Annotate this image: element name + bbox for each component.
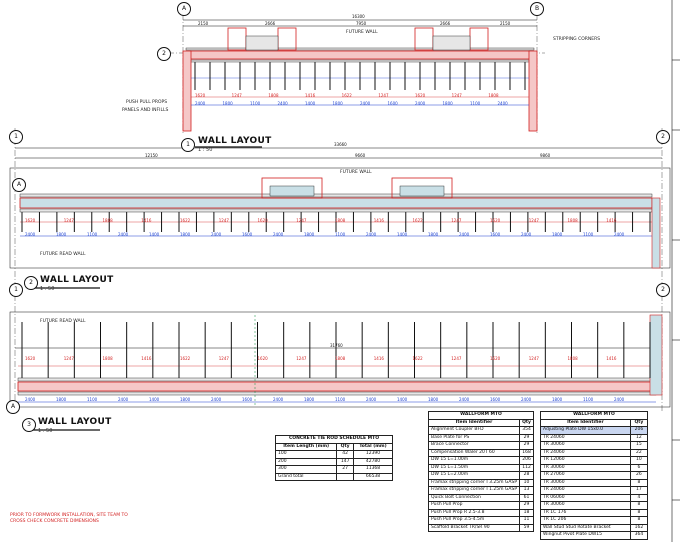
table-cell: Alignment Coupler BFD: [429, 427, 520, 435]
panel-height-label: 1620: [415, 93, 426, 98]
panel-width-label: 1100: [583, 397, 594, 402]
table-cell: Base Plate for PS: [429, 434, 520, 442]
table-cell: 15: [630, 442, 647, 450]
panel-height-label: 1247: [451, 218, 462, 223]
panel-width-label: 1100: [583, 232, 594, 237]
table-cell: 12: [630, 434, 647, 442]
panel-width-label: 2400: [366, 232, 377, 237]
panel-width-label: 1600: [242, 397, 253, 402]
table-cell: 206: [520, 457, 534, 465]
grid-bubble-2-top: 2: [157, 47, 171, 61]
panel-height-label: 1416: [141, 356, 152, 361]
table-cell: TR 24060: [541, 449, 631, 457]
table-cell: 12390: [354, 451, 393, 459]
table-row: [429, 434, 534, 442]
table-cell: 66538: [354, 473, 393, 481]
panel-width-label: 2400: [415, 101, 426, 106]
table-cell: 100: [276, 451, 337, 459]
dim-top-a: 2150: [198, 21, 209, 26]
wallform-mto-table-a: [428, 411, 534, 532]
dim-mid-a: 12150: [145, 153, 158, 158]
panel-height-label: 1247: [218, 356, 229, 361]
panel-width-label: 1800: [180, 232, 191, 237]
panel-height-label: 1622: [412, 356, 423, 361]
panel-height-label: 1247: [63, 356, 74, 361]
dim-mid-b: 9660: [355, 153, 366, 158]
panel-height-label: 1247: [296, 218, 307, 223]
table-cell: Wall Stud Stud Rotate Bracket: [541, 524, 631, 532]
table-cell: 8: [630, 479, 647, 487]
table-cell: TR 12060: [541, 457, 631, 465]
panel-height-label: 1247: [451, 356, 462, 361]
dim-mid-overall: 33660: [334, 142, 347, 147]
table-row: [541, 434, 648, 442]
concrete-tie-rod-table: [275, 435, 393, 481]
annotation-future-wall-top: FUTURE WALL: [346, 30, 378, 35]
table-cell: Adjusting Plate DW 15x0.0: [541, 427, 631, 435]
wallform-mto-table-b: [540, 411, 648, 540]
wallform-a-header-qty: Qty: [520, 419, 534, 427]
panel-width-label: 2400: [195, 101, 206, 106]
panel-width-label: 1800: [56, 232, 67, 237]
table-row: [541, 457, 648, 465]
table-cell: 59: [520, 524, 534, 532]
table-cell: 29: [520, 442, 534, 450]
dim-top-c: 7950: [356, 21, 367, 26]
table-cell: Compensation Waler 20T 60: [429, 449, 520, 457]
panel-width-label: 1400: [149, 397, 160, 402]
table-cell: 28: [520, 472, 534, 480]
panel-height-label: 1620: [257, 356, 268, 361]
dim-top-b: 2666: [265, 21, 276, 26]
panel-width-label: 2400: [25, 232, 36, 237]
panel-width-label: 1100: [335, 232, 346, 237]
table-cell: TR 06060: [541, 494, 631, 502]
wall-layout-3-plan: [10, 295, 670, 412]
table-row: [541, 487, 648, 495]
table-cell: TR 1C 206: [541, 517, 631, 525]
panel-width-label: 2400: [118, 232, 129, 237]
table-cell: 6: [630, 464, 647, 472]
panel-width-label: 2400: [273, 397, 284, 402]
table-cell: Push Pull Prop R 2.5-3.8: [429, 509, 520, 517]
table-cell: 22: [630, 449, 647, 457]
wall-layout-2-plan: [10, 128, 670, 290]
panel-width-label: 2400: [614, 232, 625, 237]
table-cell: 8: [630, 502, 647, 510]
wallform-a-header-item: Item Identifier: [429, 419, 520, 427]
wallform-a-title: WALLFORM MTO: [429, 412, 534, 420]
table-row: [541, 494, 648, 502]
grid-bubble-a-left: A: [12, 178, 26, 192]
dim-bottom-overall: 31760: [330, 343, 343, 348]
table-row: [541, 524, 648, 532]
table-row: [429, 487, 534, 495]
panel-width-label: 2400: [277, 101, 288, 106]
table-cell: 8: [630, 509, 647, 517]
panel-height-label: 1620: [25, 218, 36, 223]
grid-bubble-b: B: [530, 2, 544, 16]
panel-width-label: 1400: [149, 232, 160, 237]
table-row: [429, 502, 534, 510]
panel-width-label: 1100: [250, 101, 261, 106]
panel-width-label: 1400: [305, 101, 316, 106]
table-cell: Framax stripping corner I 3.25m GASP: [429, 479, 520, 487]
panel-height-label: 1247: [231, 93, 242, 98]
panel-width-label: 1100: [335, 397, 346, 402]
layout-number-2: 2: [24, 276, 38, 290]
panel-height-label: 1808: [335, 356, 346, 361]
panel-height-label: 1247: [296, 356, 307, 361]
table-cell: 17: [630, 487, 647, 495]
annotation-panels-infills: PANELS AND INFILLS: [122, 108, 169, 113]
panel-width-label: 1800: [552, 232, 563, 237]
table-row: [541, 442, 648, 450]
layout-title-2: WALL LAYOUT: [40, 275, 114, 285]
wallform-b-header-qty: Qty: [630, 419, 647, 427]
grid-bubble-1-left: 1: [9, 130, 23, 144]
table-row: [429, 457, 534, 465]
table-row: [541, 472, 648, 480]
table-row: [276, 466, 393, 474]
panel-width-label: 1800: [428, 232, 439, 237]
panel-width-label: 1600: [490, 397, 501, 402]
table-cell: 206: [630, 427, 647, 435]
table-cell: DW 15 L=1.00m: [429, 457, 520, 465]
table-cell: 8: [630, 517, 647, 525]
panel-width-label: 2400: [497, 101, 508, 106]
table-row: [541, 464, 648, 472]
table-cell: Grand total: [276, 473, 337, 481]
table-cell: Push Pull Prop 3.5-4.5m: [429, 517, 520, 525]
table-cell: 200: [276, 458, 337, 466]
panel-width-label: 1600: [387, 101, 398, 106]
table-cell: TR 1C 176: [541, 509, 631, 517]
wallform-b-title: WALLFORM MTO: [541, 412, 648, 420]
table-row: [276, 473, 393, 481]
table-cell: 11: [520, 517, 534, 525]
table-cell: 61: [520, 494, 534, 502]
panel-width-label: 2400: [25, 397, 36, 402]
concrete-header-total: Total (mm): [354, 443, 393, 451]
table-cell: TR 30060: [541, 442, 631, 450]
layout-number-3: 3: [22, 418, 36, 432]
panel-width-label: 1800: [428, 397, 439, 402]
concrete-header-item: Item Length (mm): [276, 443, 337, 451]
table-cell: 11368: [354, 466, 393, 474]
table-cell: Framax stripping corner I 1.25m GASP: [429, 487, 520, 495]
panel-width-label: 2400: [521, 232, 532, 237]
panel-width-label: 2400: [360, 101, 371, 106]
panel-width-label: 2400: [118, 397, 129, 402]
table-row: [429, 509, 534, 517]
table-row: [541, 517, 648, 525]
table-cell: 364: [630, 532, 647, 540]
table-cell: 4: [630, 494, 647, 502]
table-cell: TR 30060: [541, 479, 631, 487]
table-cell: Brace Connector: [429, 442, 520, 450]
table-cell: 42780: [354, 458, 393, 466]
panel-width-label: 2400: [459, 397, 470, 402]
table-row: [541, 532, 648, 540]
grid-bubble-2-bottom: 2: [656, 283, 670, 297]
panel-width-label: 2400: [366, 397, 377, 402]
annotation-future-wall-mid: FUTURE WALL: [340, 170, 372, 175]
panel-width-label: 1800: [552, 397, 563, 402]
dim-top-overall: 16300: [352, 14, 365, 19]
table-row: [276, 451, 393, 459]
panel-height-label: 1808: [567, 218, 578, 223]
table-cell: Wingnut Pivot Plate DW15: [541, 532, 631, 540]
table-cell: 354: [520, 427, 534, 435]
layout-scale-3: 1 : 50: [38, 428, 53, 434]
panel-height-label: 1247: [528, 356, 539, 361]
panel-width-label: 2400: [273, 232, 284, 237]
table-cell: TR 24060: [541, 487, 631, 495]
concrete-table-title: CONCRETE TIE ROD SCHEDULE MTO: [276, 436, 393, 444]
table-cell: 13: [520, 487, 534, 495]
table-cell: Push Pull Prop: [429, 502, 520, 510]
panel-height-label: 1808: [488, 93, 499, 98]
panel-width-label: 2400: [614, 397, 625, 402]
table-row: [429, 427, 534, 435]
layout-scale-2: 1 : 50: [40, 286, 55, 292]
table-cell: 27: [337, 466, 354, 474]
table-cell: 10: [630, 457, 647, 465]
table-cell: 147: [337, 458, 354, 466]
layout-title-3: WALL LAYOUT: [38, 417, 112, 427]
table-cell: 26: [630, 472, 647, 480]
table-cell: 18: [520, 509, 534, 517]
annotation-future-read-wall-bottom: FUTURE READ WALL: [40, 319, 86, 324]
installation-note: PRIOR TO FORMWORK INSTALLATION, SITE TEAM TO CROSS CHECK CONCRETE DIMENSIONS: [10, 513, 128, 524]
panel-height-label: 1416: [373, 218, 384, 223]
panel-height-label: 1620: [257, 218, 268, 223]
table-cell: TR 24060: [541, 434, 631, 442]
table-cell: 29: [520, 434, 534, 442]
table-cell: 42: [337, 451, 354, 459]
panel-height-label: 1247: [63, 218, 74, 223]
panel-height-label: 1416: [606, 356, 617, 361]
panel-width-label: 2400: [459, 232, 470, 237]
table-row: [429, 517, 534, 525]
table-row: [429, 442, 534, 450]
panel-width-label: 1100: [87, 232, 98, 237]
grid-bubble-1-bottom: 1: [9, 283, 23, 297]
panel-height-label: 1247: [378, 93, 389, 98]
panel-height-label: 1247: [218, 218, 229, 223]
table-cell: 29: [520, 502, 534, 510]
panel-height-label: 1808: [567, 356, 578, 361]
table-cell: DW 15 L=2.00m: [429, 472, 520, 480]
panel-width-label: 1800: [442, 101, 453, 106]
panel-width-label: 1800: [304, 397, 315, 402]
table-row: [541, 509, 648, 517]
panel-height-label: 1416: [606, 218, 617, 223]
table-cell: 168: [520, 449, 534, 457]
table-cell: Scaffold Bracket TR/SR 90: [429, 524, 520, 532]
table-row: [541, 449, 648, 457]
panel-height-label: 1622: [180, 218, 191, 223]
panel-height-label: 1247: [451, 93, 462, 98]
panel-width-label: 1800: [304, 232, 315, 237]
table-row: [429, 524, 534, 532]
panel-width-label: 1800: [180, 397, 191, 402]
panel-width-label: 1800: [56, 397, 67, 402]
panel-width-label: 2400: [211, 397, 222, 402]
table-row: [429, 449, 534, 457]
panel-width-label: 1400: [397, 232, 408, 237]
panel-height-label: 1620: [490, 218, 501, 223]
table-cell: TR 30060: [541, 464, 631, 472]
table-cell: 300: [276, 466, 337, 474]
table-cell: 112: [520, 464, 534, 472]
panel-height-label: 1808: [268, 93, 279, 98]
panel-width-label: 1100: [87, 397, 98, 402]
panel-height-label: 1808: [335, 218, 346, 223]
dim-top-d: 2666: [440, 21, 451, 26]
panel-height-label: 1622: [180, 356, 191, 361]
table-cell: 10: [520, 479, 534, 487]
grid-bubble-a: A: [177, 2, 191, 16]
table-cell: TR 27060: [541, 472, 631, 480]
panel-height-label: 1416: [373, 356, 384, 361]
panel-width-label: 2400: [521, 397, 532, 402]
panel-height-label: 1620: [490, 356, 501, 361]
table-row: [429, 494, 534, 502]
table-row: [429, 464, 534, 472]
panel-width-label: 1400: [397, 397, 408, 402]
table-row: [541, 427, 648, 435]
panel-height-label: 1416: [141, 218, 152, 223]
table-row: [541, 479, 648, 487]
table-cell: 162: [630, 524, 647, 532]
panel-width-label: 2400: [211, 232, 222, 237]
panel-height-label: 1416: [305, 93, 316, 98]
title-block-strip: [672, 0, 680, 542]
table-cell: DW 15 L=1.50m: [429, 464, 520, 472]
panel-height-label: 1622: [341, 93, 352, 98]
annotation-stripping-corners: STRIPPING CORNERS: [553, 37, 601, 42]
panel-height-label: 1622: [412, 218, 423, 223]
table-row: [429, 479, 534, 487]
grid-bubble-3-left: A: [6, 400, 20, 414]
table-cell: Quick Bolt Connection: [429, 494, 520, 502]
panel-width-label: 1800: [332, 101, 343, 106]
dim-mid-c: 9860: [540, 153, 551, 158]
concrete-header-qty: Qty: [337, 443, 354, 451]
panel-height-label: 1620: [195, 93, 206, 98]
panel-height-label: 1808: [102, 218, 113, 223]
panel-height-label: 1247: [528, 218, 539, 223]
table-cell: TR 30060: [541, 502, 631, 510]
panel-height-label: 1808: [102, 356, 113, 361]
table-row: [541, 502, 648, 510]
panel-width-label: 1600: [242, 232, 253, 237]
annotation-future-read-wall-mid: FUTURE READ WALL: [40, 252, 86, 257]
panel-height-label: 1620: [25, 356, 36, 361]
layout-scale-1: 1 : 50: [198, 147, 213, 153]
layout-number-1: 1: [181, 138, 195, 152]
table-cell: [337, 473, 354, 481]
table-row: [429, 472, 534, 480]
table-row: [276, 458, 393, 466]
panel-width-label: 1100: [470, 101, 481, 106]
dim-top-e: 2150: [500, 21, 511, 26]
wallform-b-header-item: Item Identifier: [541, 419, 631, 427]
annotation-push-pull-props: PUSH PULL PROPS: [126, 100, 168, 105]
panel-width-label: 1600: [490, 232, 501, 237]
grid-bubble-2-right: 2: [656, 130, 670, 144]
layout-title-1: WALL LAYOUT: [198, 136, 272, 146]
panel-width-label: 1800: [222, 101, 233, 106]
